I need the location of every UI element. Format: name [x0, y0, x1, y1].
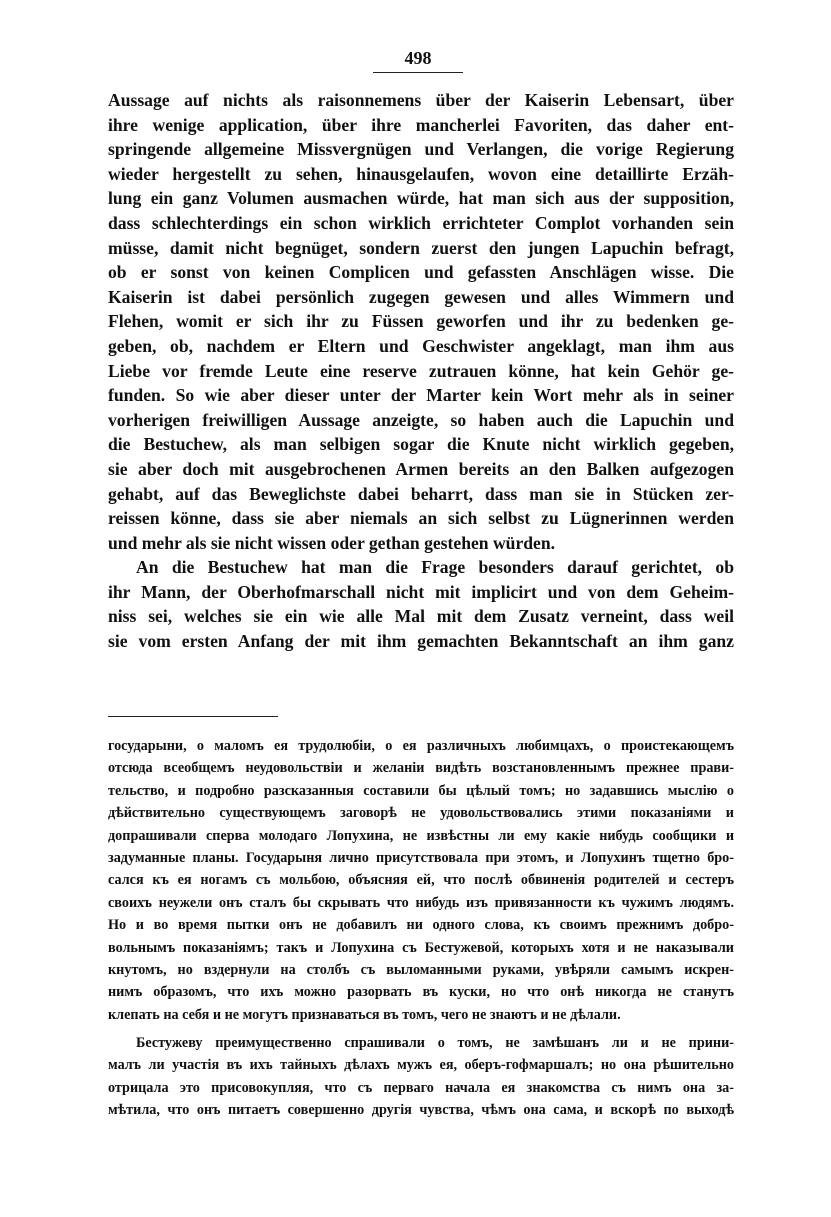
text-line: ihre wenige application, über ihre mancherlei Favoriten, das daher ent-	[108, 114, 734, 135]
footnote-paragraph-1	[108, 735, 734, 1026]
text-line: Flehen, womit er sich ihr zu Füssen geworfen und ihr zu bedenken ge-	[108, 311, 734, 332]
main-paragraph-2	[108, 555, 734, 653]
text-line: reissen könne, dass sie aber niemals an sich selbst zu Lügnerinnen werden	[108, 508, 734, 529]
text-line: funden. So wie aber dieser unter der Marter kein Wort mehr als in seiner	[108, 385, 734, 406]
text-line: отсюда всеобщемъ неудовольствіи и желаніи видѣть возстановленнымъ прежнее прави-	[108, 760, 734, 777]
text-line: Но и во время пытки онъ не добавилъ ни одного слова, къ своимъ прежнимъ добро-	[108, 917, 734, 934]
text-line: сался къ ея ногамъ съ мольбою, объясняя ей, что послѣ обвиненія родителей и сестеръ	[108, 872, 734, 889]
text-line: кнутомъ, но вздернули на столбъ съ выломанными руками, увѣряли самымъ искрен-	[108, 961, 734, 978]
text-line: niss sei, welches sie ein wie alle Mal mit dem Zusatz verneint, dass weil	[108, 606, 734, 627]
text-line: gehabt, auf das Beweglichste dabei beharrt, dass man sie in Stücken zer-	[108, 483, 734, 504]
text-line: springende allgemeine Missvergnügen und Verlangen, die vorige Regierung	[108, 139, 734, 160]
text-line: wieder hergestellt zu sehen, hinausgelaufen, wovon eine detaillirte Erzäh-	[108, 163, 734, 184]
text-line: государыни, о маломъ ея трудолюбіи, о ея различныхъ любимцахъ, о проистекающемъ	[108, 738, 734, 754]
text-line: вольнымъ показаніямъ; такъ и Лопухина съ Бестужевой, которыхъ хотя и не наказывали	[108, 939, 734, 956]
footnote	[108, 735, 734, 1122]
text-line: Liebe vor fremde Leute eine reserve zutrauen könne, hat kein Gehör ge-	[108, 360, 734, 381]
text-line: sie aber doch mit ausgebrochenen Armen bereits an den Balken aufgezogen	[108, 458, 734, 479]
text-line: тельство, и подробно разсказанныя составили бы цѣлый томъ; но задавшись мыслію о	[108, 782, 734, 799]
text-line: отрицала это присовокупляя, что съ перваго начала ея знакомства съ нимъ она за-	[108, 1079, 734, 1096]
text-line: клепать на себя и не могутъ признаваться въ томъ, чего не знаютъ и не дѣлали.	[108, 1006, 621, 1023]
text-line: нимъ образомъ, что ихъ можно разорвать въ куски, но что онѣ никогда не станутъ	[108, 984, 734, 1001]
text-line: Бестужеву преимущественно спрашивали о томъ, не замѣшанъ ли и не прини-	[136, 1035, 734, 1052]
page-number-rule	[373, 72, 463, 73]
text-line: geben, ob, nachdem er Eltern und Geschwister angeklagt, man ihm aus	[108, 335, 734, 356]
text-line: dass schlechterdings ein schon wirklich errichteter Complot vorhanden sein	[108, 212, 734, 233]
text-line: An die Bestuchew hat man die Frage besonders darauf gerichtet, ob	[136, 557, 734, 578]
text-line: vorherigen freiwilligen Aussage anzeigte, so haben auch die Lapuchin und	[108, 409, 734, 430]
text-line: Kaiserin ist dabei persönlich zugegen gewesen und alles Wimmern und	[108, 286, 734, 307]
text-line: und mehr als sie nicht wissen oder gethan gestehen würden.	[108, 532, 556, 553]
page-number: 498	[404, 48, 432, 68]
text-line: Aussage auf nichts als raisonnemens über der Kaiserin Lebensart, über	[108, 90, 734, 110]
text-line: sie vom ersten Anfang der mit ihm gemachten Bekanntschaft an ihm ganz	[108, 631, 734, 652]
main-text	[108, 88, 734, 654]
footnote-paragraph-2	[108, 1032, 734, 1122]
text-line: допрашивали сперва молодаго Лопухина, не извѣстны ли ему какіе нибудь сообщики и	[108, 827, 734, 844]
text-line: задуманные планы. Государыня лично присутствовала при этомъ, и Лопухинъ тщетно бро-	[108, 849, 734, 866]
text-line: ihr Mann, der Oberhofmarschall nicht mit implicirt und von dem Geheim-	[108, 581, 734, 602]
text-line: ob er sonst von keinen Complicen und gefassten Anschlägen wisse. Die	[108, 262, 734, 283]
text-line: die Bestuchew, als man selbigen sogar die Knute nicht wirklich gegeben,	[108, 434, 734, 455]
text-line: мѣтила, что онъ питаетъ совершенно другія чувства, чѣмъ она сама, и вскорѣ по выходѣ	[108, 1102, 734, 1119]
footnote-rule	[108, 716, 278, 717]
text-line: lung ein ganz Volumen ausmachen würde, hat man sich aus der supposition,	[108, 188, 734, 209]
text-line: müsse, damit nicht begnüget, sondern zuerst den jungen Lapuchin befragt,	[108, 237, 734, 258]
text-line: малъ ли участія въ ихъ тайныхъ дѣлахъ мужъ ея, оберъ-гофмаршалъ; но она рѣшительно	[108, 1057, 734, 1074]
text-line: своихъ неужели онъ сталъ бы скрывать что нибудь изъ привязанности къ чужимъ людямъ.	[108, 894, 734, 911]
text-line: дѣйствительно существующемъ заговорѣ не удовольствовались этими показаніями и	[108, 805, 734, 822]
main-paragraph-1	[108, 88, 734, 555]
